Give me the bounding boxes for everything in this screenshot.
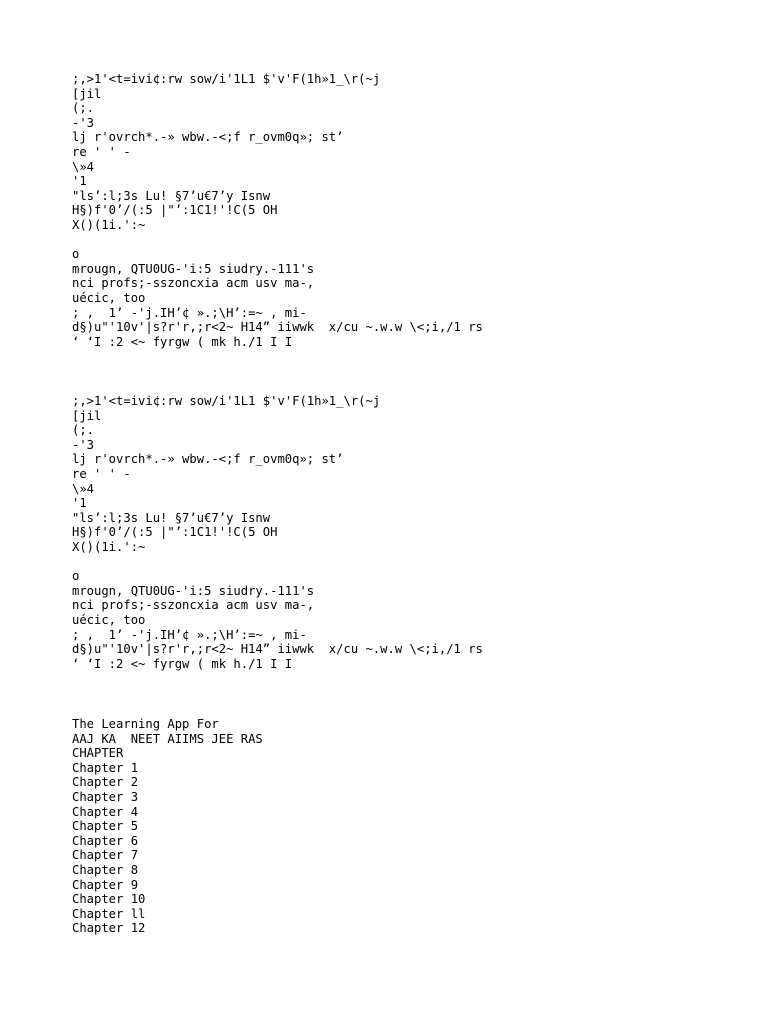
ocr-line: o [72, 569, 80, 584]
ocr-line: uécic, too [72, 290, 146, 305]
ocr-line: ; , 1’ -'j.IH’¢ ».;\H’:=~ , mi- [72, 305, 307, 320]
ocr-line: mrougn, QTU0UG-'i:5 siudry.-111's [72, 261, 315, 276]
app-promo-block [72, 717, 263, 936]
ocr-line: nci profs;-sszoncxia acm usv ma-, [72, 598, 315, 613]
chapter-item-6: Chapter 6 [72, 833, 139, 848]
ocr-line: ; , 1’ -'j.IH’¢ ».;\H’:=~ , mi- [72, 627, 307, 642]
ocr-line: '1 [72, 174, 87, 189]
ocr-line: d§)u"'10v'|s?r'r,;r<2~ H14” iiwwk x/cu ~.w.w \<;i,/1 rs [72, 642, 483, 657]
chapter-item-4: Chapter 4 [72, 804, 139, 819]
ocr-line: [jil [72, 86, 102, 101]
ocr-line: ‘ ‘I :2 <~ fyrgw ( mk h./1 I I [72, 656, 293, 671]
chapter-item-12: Chapter 12 [72, 921, 146, 936]
chapter-item-2: Chapter 2 [72, 775, 139, 790]
app-tagline: The Learning App For [72, 717, 219, 731]
ocr-text-block-1 [72, 72, 483, 349]
ocr-line: lj r'ovrch*.-» wbw.-<;f r_ovm0q»; st’ [72, 452, 344, 467]
ocr-line: -'3 [72, 115, 95, 130]
ocr-line: re ' ' - [72, 144, 131, 159]
chapter-item-11: Chapter ll [72, 906, 146, 921]
ocr-line: \»4 [72, 481, 95, 496]
ocr-line: '1 [72, 496, 87, 511]
ocr-line: ;,>1'<t=ivi¢:rw sow/i'1L1 $'v'F(1h»1_\r(~j [72, 394, 381, 408]
ocr-line: (;. [72, 101, 95, 116]
ocr-text-block-2 [72, 394, 483, 671]
chapter-item-8: Chapter 8 [72, 862, 139, 877]
ocr-line: d§)u"'10v'|s?r'r,;r<2~ H14” iiwwk x/cu ~.w.w \<;i,/1 rs [72, 320, 483, 335]
ocr-line: ‘ ‘I :2 <~ fyrgw ( mk h./1 I I [72, 334, 293, 349]
ocr-line: X()(1i.':~ [72, 539, 146, 554]
chapter-item-10: Chapter 10 [72, 892, 146, 907]
chapter-item-9: Chapter 9 [72, 877, 139, 892]
ocr-line: lj r'ovrch*.-» wbw.-<;f r_ovm0q»; st’ [72, 130, 344, 145]
ocr-line: re ' ' - [72, 466, 131, 481]
ocr-line: o [72, 247, 80, 262]
line-gap [72, 555, 483, 570]
ocr-line: \»4 [72, 159, 95, 174]
ocr-line: mrougn, QTU0UG-'i:5 siudry.-111's [72, 583, 315, 598]
ocr-line: [jil [72, 408, 102, 423]
chapter-item-1: Chapter 1 [72, 760, 139, 775]
ocr-line: ;,>1'<t=ivi¢:rw sow/i'1L1 $'v'F(1h»1_\r(~j [72, 72, 381, 86]
chapter-heading: CHAPTER [72, 746, 124, 761]
ocr-line: H§)f'0’/(:5 |"’:1C1!'!C(5 OH [72, 525, 278, 540]
ocr-line: uécic, too [72, 612, 146, 627]
line-gap [72, 233, 483, 248]
ocr-line: X()(1i.':~ [72, 217, 146, 232]
ocr-line: H§)f'0’/(:5 |"’:1C1!'!C(5 OH [72, 203, 278, 218]
ocr-line: nci profs;-sszoncxia acm usv ma-, [72, 276, 315, 291]
ocr-line: "ls’:l;3s Lu! §7’u€7’y Isnw [72, 510, 271, 525]
ocr-line: "ls’:l;3s Lu! §7’u€7’y Isnw [72, 188, 271, 203]
chapter-item-7: Chapter 7 [72, 848, 139, 863]
ocr-line: (;. [72, 423, 95, 438]
exam-list: AAJ KA NEET AIIMS JEE RAS [72, 731, 263, 746]
ocr-line: -'3 [72, 437, 95, 452]
chapter-item-5: Chapter 5 [72, 819, 139, 834]
chapter-item-3: Chapter 3 [72, 789, 139, 804]
